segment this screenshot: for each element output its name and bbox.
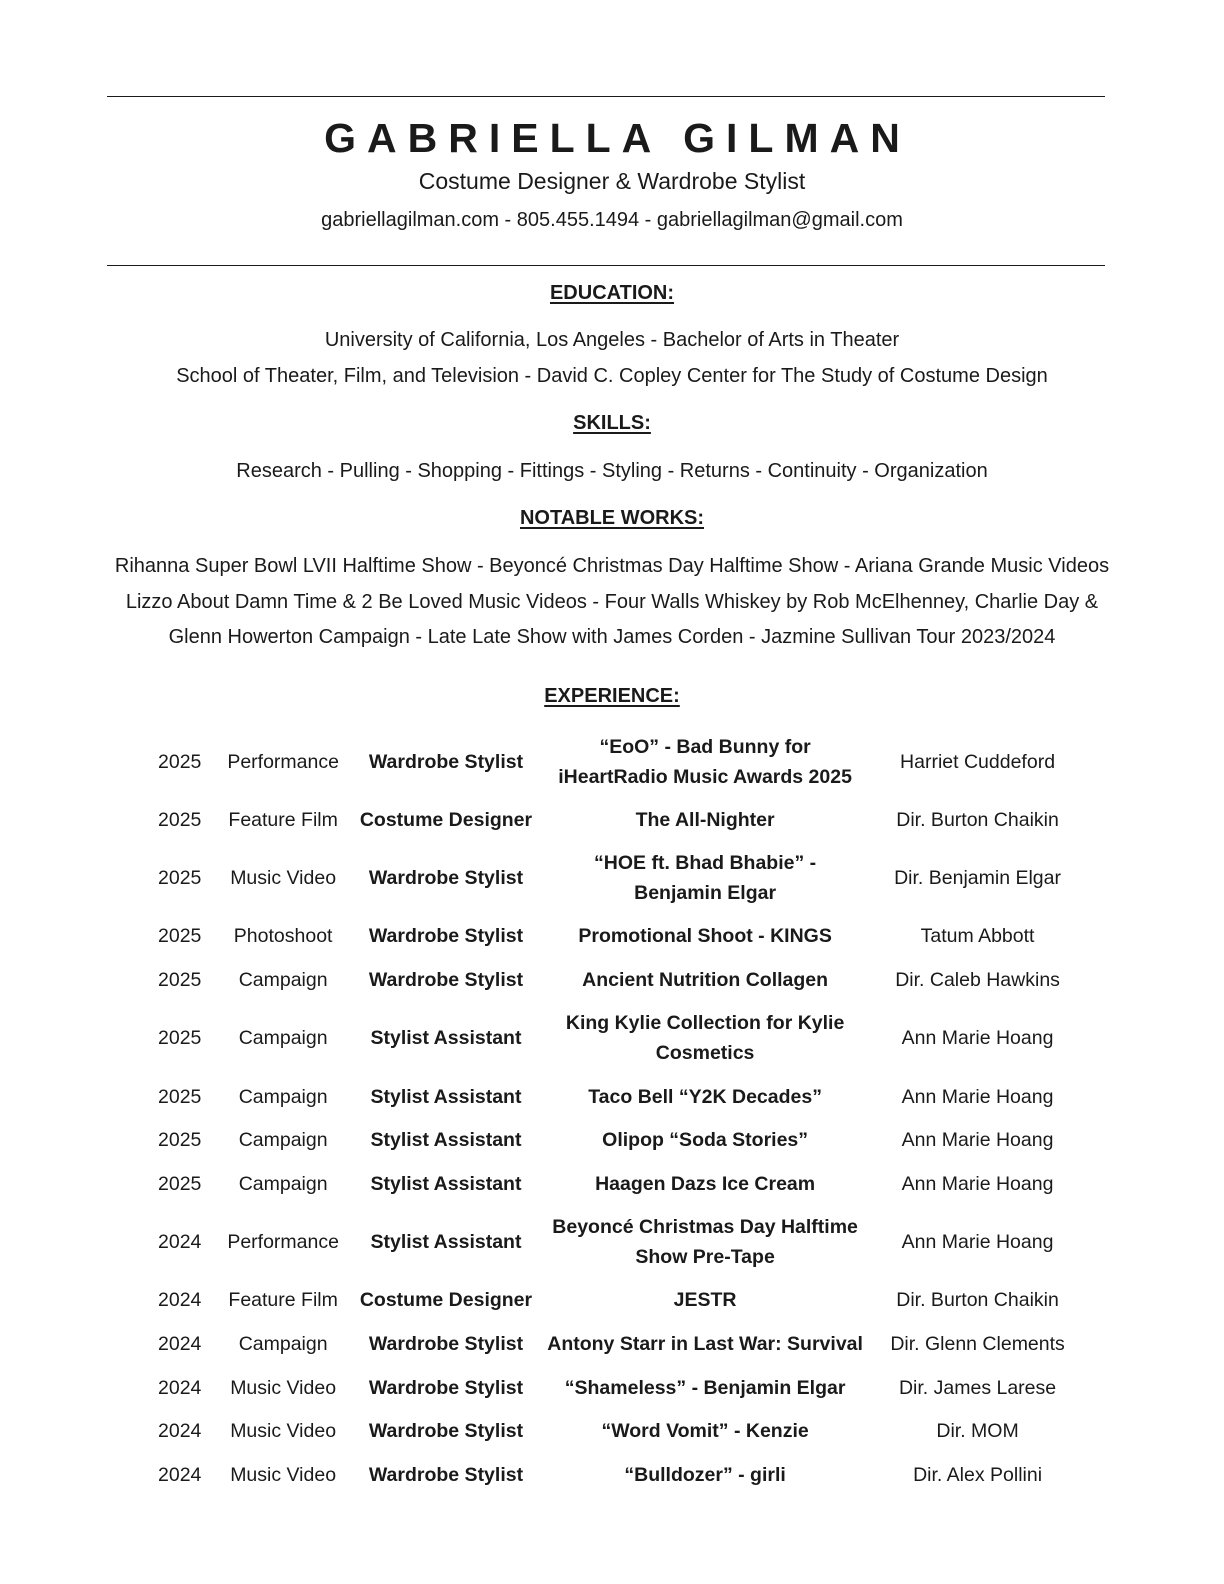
experience-type: Campaign: [238, 968, 328, 991]
experience-title-line: “EoO” - Bad Bunny for: [599, 735, 811, 758]
experience-row: [150, 842, 1080, 915]
experience-title-line: Haagen Dazs Ice Cream: [595, 1172, 816, 1195]
experience-title: [535, 1206, 875, 1279]
experience-year: 2024: [158, 1289, 202, 1312]
experience-role: Costume Designer: [359, 808, 533, 831]
experience-role: Stylist Assistant: [370, 1172, 522, 1195]
experience-role: Wardrobe Stylist: [368, 867, 524, 890]
experience-director: Dir. Glenn Clements: [890, 1332, 1065, 1355]
experience-role: Wardrobe Stylist: [368, 1376, 524, 1399]
notable-works-line: Rihanna Super Bowl LVII Halftime Show - Beyoncé Christmas Day Halftime Show - Ariana Grande Music Videos: [114, 555, 1110, 577]
experience-row: [150, 1118, 1080, 1162]
experience-row: [150, 915, 1080, 959]
experience-type: Campaign: [238, 1085, 328, 1108]
experience-title-line: Beyoncé Christmas Day Halftime: [552, 1216, 858, 1239]
experience-title-line: iHeartRadio Music Awards 2025: [558, 765, 852, 788]
experience-title: [535, 1279, 875, 1323]
experience-director: Ann Marie Hoang: [901, 1085, 1054, 1108]
experience-row: [150, 1002, 1080, 1075]
experience-director: Dir. Alex Pollini: [913, 1463, 1043, 1486]
experience-title-line: “Bulldozer” - girli: [624, 1463, 786, 1486]
experience-role: Wardrobe Stylist: [368, 750, 524, 773]
experience-role: Wardrobe Stylist: [368, 1463, 524, 1486]
experience-role: Stylist Assistant: [370, 1129, 522, 1152]
experience-type: Music Video: [230, 867, 337, 890]
experience-title: [535, 1409, 875, 1453]
experience-director: Ann Marie Hoang: [901, 1172, 1054, 1195]
experience-row: [150, 1075, 1080, 1119]
experience-title: [535, 958, 875, 1002]
experience-year: 2025: [158, 1027, 202, 1050]
contact-line: gabriellagilman.com - 805.455.1494 - gabriellagilman@gmail.com: [321, 209, 903, 231]
experience-director: Dir. Benjamin Elgar: [894, 867, 1061, 890]
experience-title: [535, 1118, 875, 1162]
experience-title: [535, 725, 875, 798]
experience-title: [535, 1453, 875, 1497]
experience-title-line: Antony Starr in Last War: Survival: [547, 1332, 863, 1355]
experience-title-line: Olipop “Soda Stories”: [602, 1129, 809, 1152]
education-heading: EDUCATION:: [549, 282, 675, 304]
experience-type: Feature Film: [228, 1289, 338, 1312]
experience-year: 2025: [158, 750, 202, 773]
experience-title-line: Ancient Nutrition Collagen: [582, 968, 829, 991]
notable-works-line: Lizzo About Damn Time & 2 Be Loved Music Videos - Four Walls Whiskey by Rob McElhenney, Charlie Day &: [125, 591, 1099, 613]
experience-type: Campaign: [238, 1129, 328, 1152]
experience-title: [535, 798, 875, 842]
experience-director: Ann Marie Hoang: [901, 1129, 1054, 1152]
experience-type: Campaign: [238, 1027, 328, 1050]
experience-title: [535, 1075, 875, 1119]
experience-title-line: “Shameless” - Benjamin Elgar: [564, 1376, 846, 1399]
experience-title-line: Cosmetics: [655, 1042, 755, 1065]
experience-title-line: King Kylie Collection for Kylie: [565, 1012, 845, 1035]
experience-director: Dir. Burton Chaikin: [896, 808, 1059, 831]
experience-title-line: Taco Bell “Y2K Decades”: [588, 1085, 822, 1108]
notable-works-heading: NOTABLE WORKS:: [519, 507, 705, 529]
experience-role: Stylist Assistant: [370, 1027, 522, 1050]
experience-director: Harriet Cuddeford: [900, 750, 1056, 773]
experience-type: Feature Film: [228, 808, 338, 831]
experience-year: 2024: [158, 1463, 202, 1486]
experience-type: Music Video: [230, 1463, 337, 1486]
experience-title-line: JESTR: [673, 1289, 737, 1312]
experience-year: 2024: [158, 1332, 202, 1355]
experience-type: Music Video: [230, 1420, 337, 1443]
experience-type: Campaign: [238, 1172, 328, 1195]
experience-row: [150, 1206, 1080, 1279]
experience-year: 2025: [158, 1172, 202, 1195]
experience-director: Tatum Abbott: [920, 925, 1035, 948]
experience-row: [150, 1409, 1080, 1453]
candidate-name: GABRIELLA GILMAN: [324, 115, 911, 161]
experience-year: 2025: [158, 867, 202, 890]
education-line: University of California, Los Angeles - Bachelor of Arts in Theater: [324, 329, 900, 351]
experience-type: Photoshoot: [233, 925, 333, 948]
experience-title-line: “Word Vomit” - Kenzie: [601, 1420, 809, 1443]
experience-title-line: Benjamin Elgar: [634, 882, 777, 905]
experience-title: [535, 1322, 875, 1366]
experience-title: [535, 1002, 875, 1075]
experience-title: [535, 842, 875, 915]
experience-title-line: “HOE ft. Bhad Bhabie” -: [594, 852, 817, 875]
experience-director: Ann Marie Hoang: [901, 1231, 1054, 1254]
experience-row: [150, 1279, 1080, 1323]
experience-year: 2025: [158, 808, 202, 831]
experience-title: [535, 1366, 875, 1410]
experience-year: 2025: [158, 1085, 202, 1108]
experience-type: Music Video: [230, 1376, 337, 1399]
experience-year: 2025: [158, 1129, 202, 1152]
experience-year: 2024: [158, 1420, 202, 1443]
experience-director: Ann Marie Hoang: [901, 1027, 1054, 1050]
experience-title-line: Promotional Shoot - KINGS: [578, 925, 832, 948]
header-top-rule: [107, 96, 1105, 97]
experience-heading: EXPERIENCE:: [544, 685, 680, 707]
experience-row: [150, 725, 1080, 798]
experience-director: Dir. Burton Chaikin: [896, 1289, 1059, 1312]
experience-year: 2025: [158, 968, 202, 991]
experience-table: [150, 725, 1080, 1497]
experience-role: Stylist Assistant: [370, 1085, 522, 1108]
experience-title-line: The All-Nighter: [635, 808, 775, 831]
notable-works-line: Glenn Howerton Campaign - Late Late Show with James Corden - Jazmine Sullivan Tour 2023/2024: [168, 626, 1056, 648]
experience-row: [150, 1366, 1080, 1410]
experience-title: [535, 915, 875, 959]
skills-line: Research - Pulling - Shopping - Fittings - Styling - Returns - Continuity - Organization: [236, 460, 988, 482]
experience-year: 2024: [158, 1231, 202, 1254]
experience-director: Dir. Caleb Hawkins: [895, 968, 1060, 991]
experience-role: Wardrobe Stylist: [368, 1420, 524, 1443]
experience-type: Campaign: [238, 1332, 328, 1355]
experience-role: Costume Designer: [359, 1289, 533, 1312]
experience-title: [535, 1162, 875, 1206]
experience-year: 2024: [158, 1376, 202, 1399]
experience-role: Wardrobe Stylist: [368, 925, 524, 948]
experience-type: Performance: [227, 750, 339, 773]
experience-director: Dir. James Larese: [898, 1376, 1057, 1399]
experience-role: Wardrobe Stylist: [368, 968, 524, 991]
experience-role: Stylist Assistant: [370, 1231, 522, 1254]
header-bottom-rule: [107, 265, 1105, 266]
experience-row: [150, 798, 1080, 842]
experience-row: [150, 1322, 1080, 1366]
experience-row: [150, 1162, 1080, 1206]
experience-director: Dir. MOM: [936, 1420, 1019, 1443]
education-line: School of Theater, Film, and Television - David C. Copley Center for The Study of Costume Design: [176, 365, 1048, 387]
experience-row: [150, 1453, 1080, 1497]
experience-role: Wardrobe Stylist: [368, 1332, 524, 1355]
skills-heading: SKILLS:: [573, 412, 651, 434]
experience-year: 2025: [158, 925, 202, 948]
experience-type: Performance: [227, 1231, 339, 1254]
candidate-subtitle: Costume Designer & Wardrobe Stylist: [418, 168, 806, 194]
experience-row: [150, 958, 1080, 1002]
experience-title-line: Show Pre-Tape: [635, 1246, 775, 1269]
